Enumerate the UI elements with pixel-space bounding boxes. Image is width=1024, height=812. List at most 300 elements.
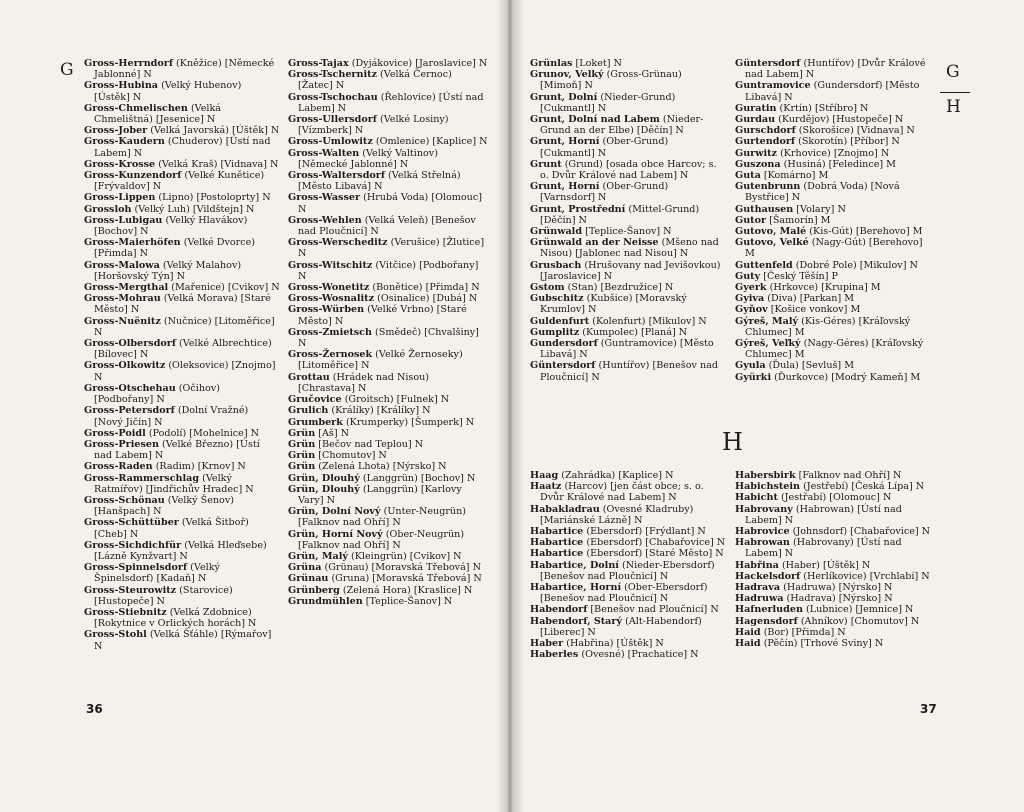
- entry-headword: Gross-Spinnelsdorf: [84, 562, 188, 574]
- entry-details: (Hadrava) [Nýrsko] N: [783, 593, 893, 605]
- index-entry: [530, 226, 726, 237]
- index-entry: [288, 282, 488, 293]
- entry-details: (Groitsch) [Fulnek] N: [341, 394, 450, 406]
- entry-details: (Ovesné) [Prachatice] N: [578, 649, 699, 661]
- entry-headword: Gross-Mohrau: [84, 293, 161, 305]
- index-entry: [84, 103, 280, 125]
- entry-details: (Ober-Ebersdorf) [Benešov nad Ploučnicí] N: [540, 582, 708, 605]
- index-entry: [84, 629, 280, 651]
- index-entry: [530, 260, 726, 282]
- index-entry: [530, 282, 726, 293]
- entry-headword: Gross-Zmietsch: [288, 326, 372, 338]
- entry-headword: Gundersdorf: [530, 338, 598, 350]
- entry-headword: Gross-Wonetitz: [288, 282, 370, 294]
- index-entry: [735, 481, 935, 492]
- entry-headword: Habichstein: [735, 481, 801, 493]
- index-entry: [288, 506, 488, 528]
- entry-headword: Grün, Dlouhý: [288, 472, 360, 484]
- entry-headword: Habrovice: [735, 526, 790, 538]
- entry-details: (Velké Albrechtice) [Bílovec] N: [94, 338, 272, 361]
- entry-headword: Gross-Žernosek: [288, 349, 373, 361]
- entry-details: (Velká Zdobnice) [Rokytnice v Orlických horách] N: [94, 606, 257, 630]
- index-entry: [288, 58, 488, 69]
- right-column-3: [530, 470, 726, 660]
- index-entry: [288, 170, 488, 192]
- index-entry: [84, 215, 280, 237]
- index-entry: [735, 226, 935, 237]
- index-entry: [288, 596, 488, 607]
- entry-details: (Velká Šťáhle) [Rýmařov] N: [94, 629, 272, 652]
- entry-details: (Velká Morava) [Staré Město] N: [94, 293, 271, 316]
- index-entry: [530, 159, 726, 181]
- index-entry: [530, 548, 726, 559]
- index-entry: [530, 470, 726, 481]
- entry-headword: Gurtendorf: [735, 136, 796, 148]
- entry-headword: Grün: [288, 450, 316, 462]
- entry-headword: Habendorf: [530, 604, 588, 616]
- index-entry: [84, 282, 280, 293]
- entry-headword: Gyiva: [735, 293, 765, 305]
- index-entry: [288, 450, 488, 461]
- entry-headword: Gross-Tschochau: [288, 91, 378, 103]
- entry-details: (Králíky) [Králíky] N: [328, 405, 431, 417]
- entry-headword: Grumberk: [288, 416, 343, 428]
- entry-headword: Grünwald: [530, 226, 583, 238]
- index-entry: [84, 58, 280, 80]
- margin-letter: G: [60, 60, 74, 80]
- index-entry: [530, 582, 726, 604]
- entry-headword: Gross-Würben: [288, 304, 365, 316]
- entry-details: (Skorotín) [Příbor] N: [795, 136, 900, 148]
- entry-headword: Habicht: [735, 492, 778, 504]
- entry-details: (Ďula) [Sevluš] M: [765, 360, 855, 372]
- index-entry: [735, 571, 935, 582]
- entry-headword: Gross-Nuënitz: [84, 315, 161, 327]
- entry-headword: Grunt, Prostřední: [530, 203, 626, 215]
- entry-details: (Hrkovce) [Krupina] M: [766, 282, 881, 294]
- entry-headword: Gross-Sichdichfür: [84, 539, 182, 551]
- entry-headword: Guta: [735, 170, 761, 182]
- entry-headword: Gross-Kunzendorf: [84, 170, 182, 182]
- entry-details: (Oleksovice) [Znojmo] N: [94, 360, 276, 383]
- entry-details: (Diva) [Parkan] M: [764, 293, 855, 305]
- index-entry: [735, 159, 935, 170]
- entry-details: (Nieder-Grund an der Elbe) [Děčín] N: [540, 114, 704, 137]
- index-entry: [530, 338, 726, 360]
- index-entry: [84, 293, 280, 315]
- entry-details: (Gross-Grünau) [Mimoň] N: [540, 69, 682, 92]
- index-entry: [84, 461, 280, 472]
- entry-details: (Mittel-Grund) [Děčín] N: [540, 203, 700, 226]
- entry-details: (Velký Ratmířov) [Jindřichův Hradec] N: [94, 472, 254, 495]
- index-entry: [288, 148, 488, 170]
- entry-headword: Gross-Umlowitz: [288, 136, 373, 148]
- entry-headword: Grunt, Horní: [530, 181, 600, 193]
- entry-headword: Güntersdorf: [735, 58, 801, 69]
- entry-headword: Grunt, Horní: [530, 136, 600, 148]
- entry-details: (Dobré Pole) [Mikulov] N: [792, 259, 918, 271]
- index-entry: [84, 360, 280, 382]
- entry-headword: Gutor: [735, 214, 767, 226]
- index-entry: [288, 562, 488, 573]
- entry-details: (Zelená Lhota) [Nýrsko] N: [315, 461, 447, 473]
- entry-details: (Ďurkovce) [Modrý Kameň] M: [771, 371, 921, 383]
- entry-details: (Hrubá Voda) [Olomouc] N: [298, 192, 482, 215]
- index-entry: [735, 103, 935, 114]
- entry-headword: Guttenfeld: [735, 259, 793, 271]
- entry-details: (Habrovany) [Ústí nad Labem] N: [745, 537, 902, 560]
- index-entry: [84, 125, 280, 136]
- entry-details: [Košice vonkov] M: [767, 304, 861, 316]
- index-entry: [735, 271, 935, 282]
- section-heading: H: [722, 428, 743, 456]
- entry-details: (Radim) [Krnov] N: [152, 461, 246, 473]
- index-entry: [288, 428, 488, 439]
- entry-headword: Haber: [530, 638, 564, 650]
- entry-headword: Habřina: [735, 559, 779, 571]
- index-entry: [530, 293, 726, 315]
- index-entry: [84, 170, 280, 192]
- entry-headword: Guty: [735, 270, 761, 282]
- entry-details: (Vitčice) [Podbořany] N: [298, 259, 479, 282]
- index-entry: [735, 260, 935, 271]
- entry-details: (Jestřebí) [Česká Lípa] N: [800, 481, 925, 493]
- entry-details: [Aš] N: [315, 427, 350, 439]
- index-entry: [735, 58, 935, 80]
- index-entry: [288, 529, 488, 551]
- entry-headword: Gross-Stiebnitz: [84, 606, 167, 618]
- entry-details: (Haber) [Úštěk] N: [778, 559, 871, 571]
- index-entry: [84, 495, 280, 517]
- entry-headword: Gurwitz: [735, 147, 778, 159]
- entry-details: (Velké Dvorce) [Přimda] N: [94, 237, 256, 260]
- entry-details: (Velká Kraš) [Vidnava] N: [155, 158, 279, 170]
- entry-details: (Kumpolec) [Planá] N: [579, 326, 688, 338]
- entry-details: (Lipno) [Postoloprty] N: [155, 192, 271, 204]
- index-entry: [735, 504, 935, 526]
- index-entry: [530, 316, 726, 327]
- entry-details: (Velká Veleň) [Benešov nad Ploučnicí] N: [298, 214, 476, 238]
- entry-details: (Nagy-Géres) [Kráľovský Chlumec] M: [745, 338, 924, 361]
- entry-details: (Dolní Vražné) [Nový Jičín] N: [94, 405, 249, 428]
- index-entry: [735, 170, 935, 181]
- index-entry: [288, 114, 488, 136]
- entry-details: (Kurdějov) [Hustopeče] N: [775, 114, 904, 126]
- index-entry: [288, 136, 488, 147]
- entry-headword: Gyňov: [735, 304, 768, 316]
- entry-details: (Grund) [osada obce Harcov; s. o. Dvůr Králové nad Labem] N: [540, 158, 717, 182]
- entry-details: (Omlenice) [Kaplice] N: [372, 136, 488, 148]
- index-entry: [735, 492, 935, 503]
- entry-details: (Jestřabí) [Olomouc] N: [777, 492, 892, 504]
- entry-details: (Zahrádka) [Kaplice] N: [558, 470, 674, 481]
- index-entry: [288, 349, 488, 371]
- entry-details: (Velká Šitboř) [Cheb] N: [94, 517, 249, 540]
- index-entry: [735, 627, 935, 638]
- entry-details: (Grünau) [Moravská Třebová] N: [321, 562, 481, 574]
- entry-headword: Guszona: [735, 158, 781, 170]
- index-entry: [735, 560, 935, 571]
- entry-headword: Gýreš, Malý: [735, 315, 799, 327]
- index-entry: [84, 80, 280, 102]
- entry-headword: Gross-Olkowitz: [84, 360, 166, 372]
- index-entry: [84, 159, 280, 170]
- entry-headword: Gstom: [530, 282, 565, 294]
- entry-headword: Gross-Schönau: [84, 494, 165, 506]
- entry-details: (Verušice) [Žlutice] N: [298, 237, 485, 260]
- entry-headword: Gross-Wasser: [288, 192, 361, 204]
- entry-details: (Velký Špinelsdorf) [Kadaň] N: [94, 562, 220, 585]
- index-entry: [84, 540, 280, 562]
- page-number: 37: [920, 702, 937, 716]
- entry-details: [Bečov nad Teplou] N: [315, 438, 424, 450]
- entry-details: (Bonětice) [Přimda] N: [369, 282, 480, 294]
- index-entry: [530, 204, 726, 226]
- index-entry: [84, 562, 280, 584]
- index-entry: [735, 582, 935, 593]
- entry-details: (Velké Březno) [Ústí nad Labem] N: [94, 438, 260, 462]
- entry-headword: Grün: [288, 427, 316, 439]
- index-entry: [735, 204, 935, 215]
- entry-headword: Gross-Stohl: [84, 629, 147, 641]
- index-entry: [735, 638, 935, 649]
- index-entry: [84, 204, 280, 215]
- entry-headword: Habrowan: [735, 537, 790, 549]
- index-entry: [84, 405, 280, 427]
- index-entry: [84, 260, 280, 282]
- entry-headword: Gross-Witschitz: [288, 259, 373, 271]
- entry-headword: Grün, Horní Nový: [288, 528, 383, 540]
- entry-details: (Kis-Géres) [Kráľovský Chlumec] M: [745, 315, 911, 338]
- entry-headword: Habersbirk: [735, 470, 796, 481]
- entry-details: (Kubšice) [Moravský Krumlov] N: [540, 293, 687, 316]
- entry-details: (Velká Střelná) [Město Libavá] N: [298, 170, 461, 193]
- entry-headword: Gyula: [735, 360, 766, 372]
- entry-details: [Loket] N: [572, 58, 622, 69]
- entry-headword: Haberles: [530, 649, 579, 661]
- index-entry: [735, 215, 935, 226]
- index-entry: [530, 649, 726, 660]
- entry-details: [Teplice-Šanov] N: [582, 226, 672, 238]
- entry-headword: Habartice: [530, 548, 584, 560]
- entry-headword: Hafnerluden: [735, 604, 803, 616]
- margin-letter-h: H: [946, 97, 961, 117]
- entry-headword: Grunt, Dolní nad Labem: [530, 114, 660, 126]
- index-entry: [735, 136, 935, 147]
- right-column-4: [735, 470, 935, 649]
- entry-headword: Habartice: [530, 526, 584, 538]
- entry-headword: Gross-Werscheditz: [288, 237, 388, 249]
- left-column-1: [84, 58, 280, 652]
- entry-details: (Řehlovice) [Ústí nad Labem] N: [298, 91, 484, 114]
- index-entry: [735, 338, 935, 360]
- entry-details: (Huntířov) [Dvůr Králové nad Labem] N: [745, 58, 926, 81]
- entry-details: (Velké Vrbno) [Staré Město] N: [298, 304, 467, 327]
- index-entry: [735, 604, 935, 615]
- entry-details: [Komárno] M: [760, 170, 829, 182]
- entry-details: (Ebersdorf) [Staré Město] N: [583, 548, 724, 560]
- entry-headword: Grusbach: [530, 259, 582, 271]
- entry-headword: Gross-Steurowitz: [84, 584, 177, 596]
- entry-details: (Mařenice) [Cvikov] N: [168, 282, 280, 294]
- entry-headword: Grün, Dlouhý: [288, 483, 360, 495]
- entry-headword: Gross-Priesen: [84, 438, 159, 450]
- index-entry: [735, 125, 935, 136]
- entry-details: (Skorošice) [Vidnava] N: [795, 125, 915, 137]
- page-number: 36: [86, 702, 103, 716]
- entry-details: (Velké Losiny) [Vízmberk] N: [298, 114, 449, 137]
- index-entry: [288, 304, 488, 326]
- entry-details: (Hrádek nad Nisou) [Chrastava] N: [298, 371, 430, 394]
- entry-headword: Hadrava: [735, 582, 781, 594]
- index-entry: [288, 293, 488, 304]
- index-entry: [735, 293, 935, 304]
- entry-details: (Kolenfurt) [Mikulov] N: [589, 315, 707, 327]
- index-entry: [84, 136, 280, 158]
- entry-details: (Nieder-Ebersdorf) [Benešov nad Ploučnicí] N: [540, 559, 715, 582]
- index-entry: [84, 338, 280, 360]
- entry-details: (Krtín) [Stříbro] N: [776, 102, 869, 114]
- index-entry: [84, 473, 280, 495]
- index-entry: [530, 181, 726, 203]
- index-entry: [288, 551, 488, 562]
- entry-headword: Habrovany: [735, 503, 793, 515]
- entry-headword: Gross-Hubina: [84, 80, 159, 92]
- index-entry: [735, 360, 935, 371]
- entry-headword: Gross-Olbersdorf: [84, 338, 176, 350]
- entry-headword: Gross-Tajax: [288, 58, 349, 69]
- entry-details: (Habřina) [Úštěk] N: [563, 638, 664, 650]
- entry-headword: Grossloh: [84, 203, 132, 215]
- entry-headword: Gumplitz: [530, 326, 580, 338]
- entry-headword: Grün: [288, 438, 316, 450]
- entry-headword: Guldenfurt: [530, 315, 590, 327]
- entry-headword: Gross-Wosnalitz: [288, 293, 375, 305]
- entry-headword: Grundmühlen: [288, 595, 363, 607]
- entry-details: (Mšeno nad Nisou) [Jablonec nad Nisou] N: [540, 237, 719, 260]
- entry-details: (Hadruwa) [Nýrsko] N: [780, 582, 893, 594]
- entry-headword: Gross-Walten: [288, 147, 360, 159]
- entry-details: (Kis-Gút) [Berehovo] M: [806, 226, 923, 238]
- entry-headword: Gross-Herrndorf: [84, 58, 173, 69]
- index-entry: [530, 526, 726, 537]
- entry-details: (Unter-Neugrün) [Falknov nad Ohří] N: [298, 506, 467, 529]
- entry-details: (Ober-Neugrün) [Falknov nad Ohří] N: [298, 528, 465, 551]
- index-entry: [288, 192, 488, 214]
- entry-details: [Chomutov] N: [315, 450, 387, 462]
- entry-details: (Dyjákovice) [Jaroslavice] N: [348, 58, 488, 69]
- index-entry: [735, 80, 935, 102]
- entry-headword: Grunov, Velký: [530, 69, 604, 81]
- index-entry: [288, 585, 488, 596]
- index-entry: [288, 473, 488, 484]
- index-entry: [288, 394, 488, 405]
- entry-details: (Herlíkovice) [Vrchlabí] N: [800, 570, 930, 582]
- entry-headword: Grünlas: [530, 58, 573, 69]
- entry-headword: Gubschitz: [530, 293, 584, 305]
- entry-details: (Guntramovice) [Město Libavá] N: [540, 338, 714, 361]
- entry-details: (Pěčín) [Trhové Sviny] N: [760, 638, 884, 650]
- index-entry: [735, 372, 935, 383]
- entry-headword: Grün: [288, 461, 316, 473]
- entry-headword: Gross-Rammerschlag: [84, 472, 200, 484]
- index-entry: [84, 192, 280, 203]
- left-column-2: [288, 58, 488, 607]
- index-entry: [735, 316, 935, 338]
- entry-headword: Grulich: [288, 405, 329, 417]
- entry-headword: Grünwald an der Neisse: [530, 237, 659, 249]
- entry-headword: Grünau: [288, 573, 329, 585]
- book-gutter: [496, 0, 524, 812]
- entry-details: (Nagy-Gút) [Berehovo] M: [745, 237, 923, 260]
- entry-details: (Langgrün) [Bochov] N: [359, 472, 476, 484]
- index-entry: [84, 439, 280, 461]
- left-page: [0, 0, 506, 812]
- entry-details: (Velký Valtinov) [Německé Jablonné] N: [298, 147, 438, 170]
- entry-details: [Benešov nad Ploučnicí] N: [587, 604, 719, 616]
- entry-details: (Johnsdorf) [Chabařovice] N: [789, 526, 931, 538]
- entry-details: (Krumperky) [Šumperk] N: [342, 416, 475, 428]
- entry-details: (Velký Šenov) [Hanšpach] N: [94, 494, 234, 518]
- right-column-2: [735, 58, 935, 383]
- index-entry: [530, 237, 726, 259]
- index-entry: [735, 526, 935, 537]
- index-entry: [530, 560, 726, 582]
- entry-details: (Lubnice) [Jemnice] N: [802, 604, 914, 616]
- index-entry: [288, 69, 488, 91]
- index-entry: [288, 484, 488, 506]
- entry-headword: Grün, Dolní Nový: [288, 506, 381, 518]
- index-entry: [735, 282, 935, 293]
- entry-headword: Gross-Wehlen: [288, 214, 362, 226]
- entry-details: (Husiná) [Feledince] M: [780, 158, 896, 170]
- entry-details: (Velké Žernoseky) [Litoměřice] N: [298, 349, 463, 372]
- entry-details: (Dobrá Voda) [Nová Bystřice] N: [745, 181, 900, 204]
- entry-headword: Gurdau: [735, 114, 776, 126]
- entry-details: (Velké Kunětice) [Frývaldov] N: [94, 170, 265, 193]
- entry-details: [Volary] N: [793, 203, 846, 215]
- entry-headword: Gyerk: [735, 282, 767, 294]
- entry-headword: Gross-Petersdorf: [84, 405, 175, 417]
- index-entry: [288, 417, 488, 428]
- index-entry: [530, 136, 726, 158]
- entry-headword: Guntramovice: [735, 80, 811, 92]
- entry-details: (Velká Černoc) [Žatec] N: [298, 69, 452, 92]
- entry-details: (Ovesné Kladruby) [Mariánské Lázně] N: [540, 503, 694, 526]
- index-entry: [530, 360, 726, 382]
- entry-headword: Gross-Jober: [84, 125, 148, 137]
- entry-details: (Alt-Habendorf) [Liberec] N: [540, 615, 702, 638]
- entry-headword: Gross-Waltersdorf: [288, 170, 385, 182]
- entry-details: (Ebersdorf) [Frýdlant] N: [583, 526, 706, 538]
- entry-headword: Gross-Mergthal: [84, 282, 169, 294]
- entry-headword: Gross-Lubigau: [84, 214, 163, 226]
- entry-headword: Gross-Krosse: [84, 158, 156, 170]
- entry-headword: Haag: [530, 470, 559, 481]
- entry-details: (Starovice) [Hustopeče] N: [94, 584, 233, 607]
- entry-headword: Gross-Schüttüber: [84, 517, 179, 529]
- entry-headword: Guratin: [735, 102, 777, 114]
- entry-details: (Habrowan) [Ústí nad Labem] N: [745, 503, 902, 526]
- entry-details: (Ebersdorf) [Chabařovice] N: [583, 537, 726, 549]
- index-entry: [84, 428, 280, 439]
- index-entry: [288, 92, 488, 114]
- index-entry: [288, 439, 488, 450]
- index-entry: [84, 237, 280, 259]
- index-entry: [530, 58, 726, 69]
- index-entry: [288, 372, 488, 394]
- entry-headword: Habendorf, Starý: [530, 615, 623, 627]
